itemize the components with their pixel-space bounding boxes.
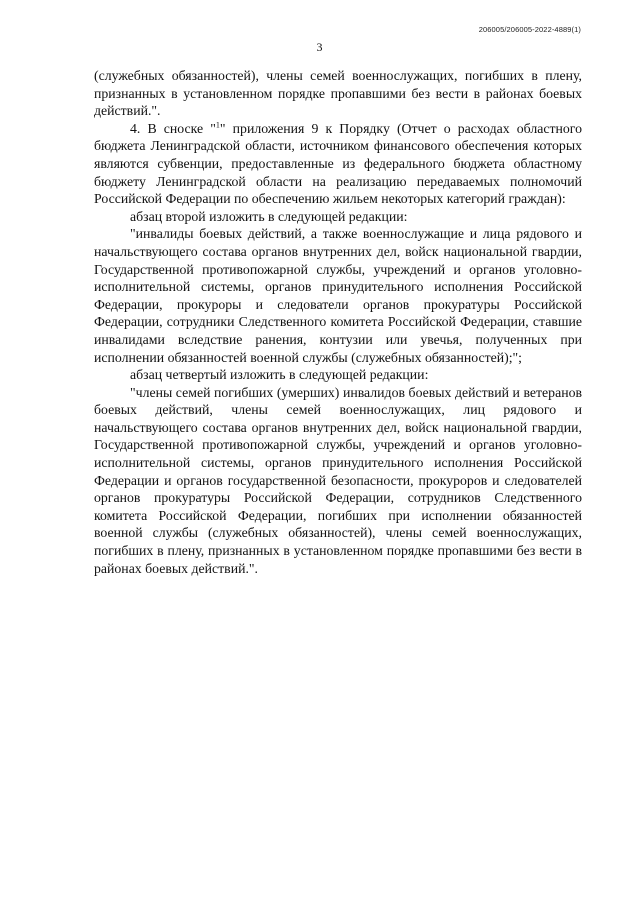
paragraph-item-4 xyxy=(94,120,582,208)
paragraph-instruction-4: абзац четвертый изложить в следующей редакции: xyxy=(130,367,429,383)
paragraph-instruction-2: абзац второй изложить в следующей редакции: xyxy=(130,208,408,224)
paragraph-quote-2: "инвалиды боевых действий, а также военнослужащие и лица рядового и начальствующего состава органов внутренних дел, войск национальной гвардии, Государственной противопожарной службы, учреждений и органов уголовно-исполнительной системы, органов принудительного исполнения Российской Федерации, прокуроры и следователи органов прокуратуры Российской Федерации, сотрудники Следственного комитета Российской Федерации, ставшие инвалидами вследствие ранения, контузии или увечья, полученных при исполнении обязанностей военной службы (служебных обязанностей);"; xyxy=(94,226,582,365)
paragraph-item-4-start: 4. В сноске " xyxy=(130,120,216,136)
paragraph-item-4-rest: " приложения 9 к Порядку (Отчет о расходах областного бюджета Ленинградской области, источником финансового обеспечения которых являются субвенции, предоставленные из федерального бюджета областному бюджету Ленинградской области на реализацию передаваемых полномочий Российской Федерации по обеспечению жильем некоторых категорий граждан): xyxy=(94,120,582,207)
paragraph-continuation: (служебных обязанностей), члены семей военнослужащих, погибших в плену, признанных в установленном порядке пропавшими без вести в районах боевых действий.". xyxy=(94,68,582,119)
document-body xyxy=(94,67,582,577)
footnote-marker: 1 xyxy=(215,120,220,130)
page-number: 3 xyxy=(316,40,323,54)
paragraph-quote-4: "члены семей погибших (умерших) инвалидов боевых действий и ветеранов боевых действий, члены семей военнослужащих, лиц рядового и начальствующего состава органов внутренних дел, войск национальной гвардии, Государственной противопожарной службы, учреждений и органов уголовно-исполнительной системы, органов принудительного исполнения Российской Федерации и органов государственной безопасности, прокуроров и следователей органов прокуратуры Российской Федерации, сотрудников Следственного комитета Российской Федерации, погибших при исполнении обязанностей военной службы (служебных обязанностей), члены семей военнослужащих, погибших в плену, признанных в установленном порядке пропавшими без вести в районах боевых действий.". xyxy=(94,384,582,576)
document-id: 206005/206005-2022-4889(1) xyxy=(478,25,581,34)
